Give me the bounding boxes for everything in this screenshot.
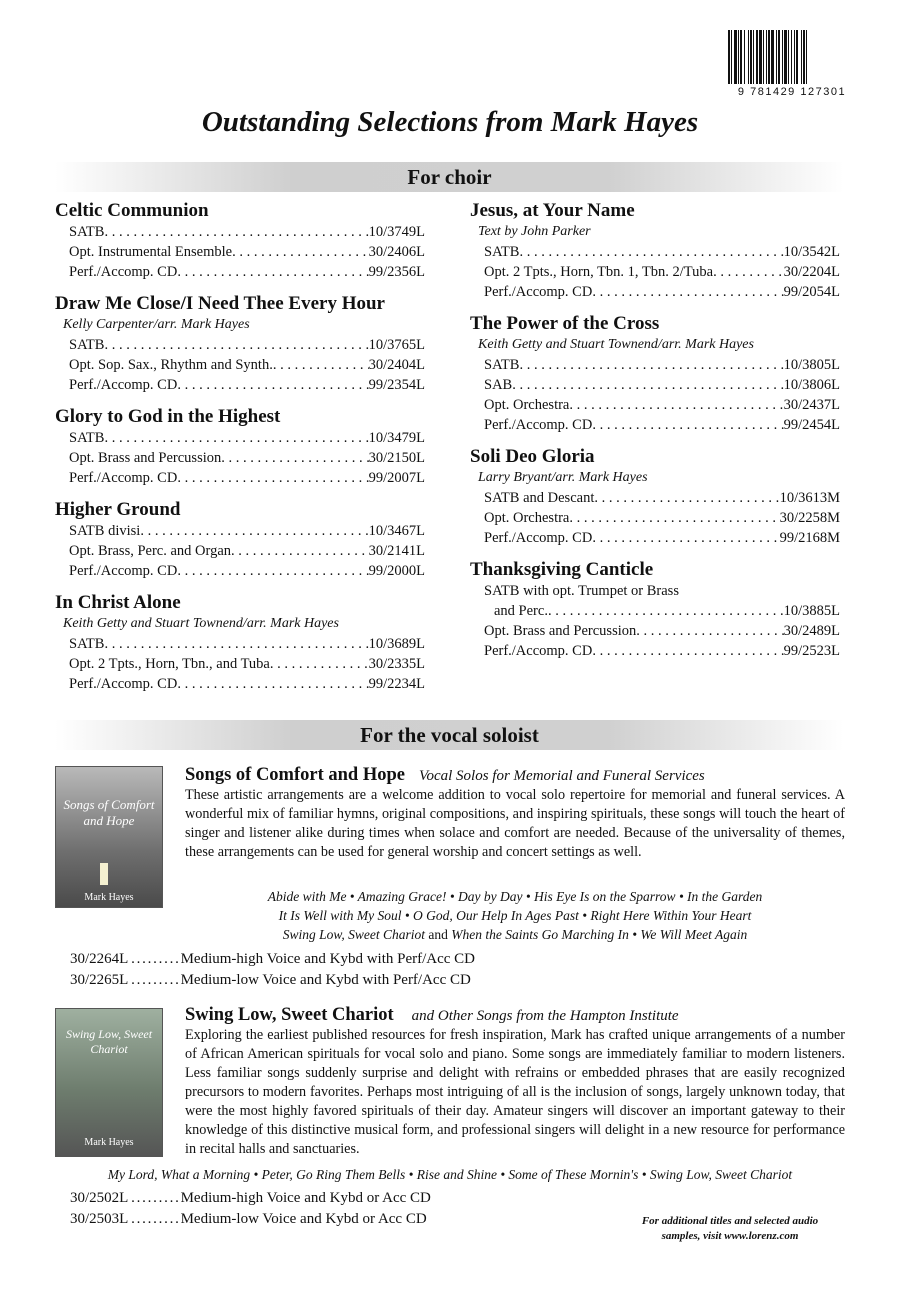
- edition-code: 30/2141L: [368, 543, 425, 559]
- edition-row: [55, 674, 425, 694]
- edition-label: Perf./Accomp. CD: [484, 417, 593, 433]
- edition-code: 99/2000L: [368, 563, 425, 579]
- edition-label: SATB: [69, 430, 105, 446]
- edition-label: Opt. Brass and Percussion: [69, 450, 222, 466]
- order-row: [70, 970, 475, 991]
- dot-leader: [519, 242, 783, 262]
- edition-label: Opt. 2 Tpts., Horn, Tbn. 1, Tbn. 2/Tuba: [484, 264, 714, 280]
- cover-author: Mark Hayes: [84, 892, 134, 903]
- edition-code: 30/2489L: [783, 623, 840, 639]
- dot-leader: [177, 674, 368, 694]
- edition-code: 10/3806L: [783, 377, 840, 393]
- dot-leader: [569, 395, 783, 415]
- edition-code: 99/2054L: [783, 284, 840, 300]
- song-title: Higher Ground: [55, 499, 181, 520]
- edition-row: [55, 335, 425, 355]
- edition-row: [55, 521, 425, 541]
- song-entry: [55, 293, 425, 395]
- edition-row: [55, 428, 425, 448]
- dot-leader: [177, 375, 368, 395]
- solo-subtitle: Vocal Solos for Memorial and Funeral Services: [418, 768, 705, 784]
- edition-row: [55, 541, 425, 561]
- dot-leader: [592, 528, 779, 548]
- dot-leader: [177, 468, 368, 488]
- song-list-item: Swing Low, Sweet Chariot: [282, 927, 426, 942]
- edition-label: Opt. Sop. Sax., Rhythm and Synth.: [69, 357, 273, 373]
- edition-row: [470, 375, 840, 395]
- dot-leader: [273, 355, 369, 375]
- song-list-line: Abide with Me • Amazing Grace! • Day by Day • His Eye Is on the Sparrow • In the Garden: [267, 889, 763, 904]
- song-entry: [470, 313, 840, 435]
- edition-row: [470, 262, 840, 282]
- edition-code: 10/3542L: [783, 244, 840, 260]
- song-title: In Christ Alone: [55, 592, 181, 613]
- order-description: Medium-low Voice and Kybd or Acc CD: [180, 1211, 427, 1227]
- edition-row: [55, 468, 425, 488]
- cover-image-songs-of-comfort: [55, 766, 163, 908]
- song-entry: [55, 200, 425, 282]
- section-title-soloist: For the vocal soloist: [360, 723, 539, 747]
- edition-label: Opt. Brass, Perc. and Organ: [69, 543, 232, 559]
- edition-label: SATB divisi: [69, 523, 141, 539]
- dot-leader: [104, 428, 368, 448]
- cover-title: Swing Low, Sweet Chariot: [65, 1027, 153, 1056]
- solo-song-list: [185, 887, 845, 944]
- edition-label: SATB: [69, 636, 105, 652]
- barcode-number: 9 781429 127301: [737, 86, 847, 98]
- song-entry: [470, 559, 840, 661]
- solo-product-1: [185, 765, 845, 862]
- song-list-conj: and: [425, 927, 452, 942]
- order-list: [70, 949, 475, 991]
- edition-label: Perf./Accomp. CD: [69, 563, 178, 579]
- edition-row: [470, 242, 840, 262]
- edition-code: 10/3749L: [368, 224, 425, 240]
- edition-row: [470, 508, 840, 528]
- edition-label: SATB: [484, 357, 520, 373]
- solo-product-2: [185, 1005, 845, 1159]
- edition-code: 10/3765L: [368, 337, 425, 353]
- dot-leader: [232, 242, 369, 262]
- edition-label: Perf./Accomp. CD: [484, 284, 593, 300]
- dot-leader: [592, 641, 783, 661]
- section-band-choir: [55, 162, 844, 192]
- edition-code: 99/2356L: [368, 264, 425, 280]
- edition-row: [470, 488, 840, 508]
- edition-code: 10/3885L: [783, 603, 840, 619]
- edition-label: Perf./Accomp. CD: [69, 377, 178, 393]
- edition-label: Opt. 2 Tpts., Horn, Tbn., and Tuba: [69, 656, 270, 672]
- order-list: [70, 1188, 431, 1230]
- edition-code: 10/3467L: [368, 523, 425, 539]
- edition-code: 30/2404L: [368, 357, 425, 373]
- dot-leader: . . . . . . . . .: [128, 1190, 181, 1206]
- section-band-soloist: [55, 720, 844, 750]
- isbn-barcode: [728, 30, 856, 100]
- edition-label: SATB and Descant: [484, 490, 595, 506]
- solo-description: These artistic arrangements are a welcome addition to vocal solo repertoire for memorial and funeral services. A wonderful mix of familiar hymns, original compositions, and inspiring spirituals, these songs will touch the heart of singer and listener alike during times when solace and comfort are needed. Because of the universality of themes, these arrangements can be used for general worship and concert settings as well.: [185, 787, 845, 860]
- footer-line: For additional titles and selected audio: [641, 1215, 819, 1227]
- edition-code: 30/2437L: [783, 397, 840, 413]
- dot-leader: [592, 415, 783, 435]
- dot-leader: [636, 621, 783, 641]
- cover-image-swing-low: [55, 1008, 163, 1157]
- dot-leader: . . . . . . . . .: [128, 972, 181, 988]
- dot-leader: [231, 541, 369, 561]
- song-entry: [55, 406, 425, 488]
- edition-row: [55, 448, 425, 468]
- edition-row: [470, 601, 840, 621]
- song-title: Soli Deo Gloria: [470, 446, 595, 467]
- song-title: Celtic Communion: [55, 200, 209, 221]
- edition-row: [470, 282, 840, 302]
- song-entry: [55, 592, 425, 694]
- order-description: Medium-high Voice and Kybd or Acc CD: [180, 1190, 431, 1206]
- edition-code: 30/2258M: [779, 510, 840, 526]
- edition-row: [55, 222, 425, 242]
- dot-leader: [592, 282, 783, 302]
- song-entry: [470, 446, 840, 548]
- footer-line: samples, visit www.lorenz.com: [661, 1230, 799, 1242]
- song-title: Thanksgiving Canticle: [470, 559, 654, 580]
- song-title: Draw Me Close/I Need Thee Every Hour: [55, 293, 385, 314]
- dot-leader: [140, 521, 368, 541]
- edition-row: [470, 528, 840, 548]
- dot-leader: [519, 355, 783, 375]
- page-title: Outstanding Selections from Mark Hayes: [201, 106, 699, 138]
- edition-row: [470, 395, 840, 415]
- choir-column-right: [470, 200, 840, 672]
- song-list-line: It Is Well with My Soul • O God, Our Help In Ages Past • Right Here Within Your Heart: [278, 908, 752, 923]
- edition-label: Perf./Accomp. CD: [69, 676, 178, 692]
- cover-title: Songs of Comfort and Hope: [63, 797, 155, 828]
- edition-code: 99/2454L: [783, 417, 840, 433]
- dot-leader: [177, 262, 368, 282]
- solo-title: Swing Low, Sweet Chariot: [185, 1005, 394, 1025]
- edition-label: Opt. Orchestra: [484, 397, 570, 413]
- edition-code: 10/3479L: [368, 430, 425, 446]
- edition-label: SATB: [69, 224, 105, 240]
- edition-code: 99/2007L: [368, 470, 425, 486]
- edition-row: [55, 262, 425, 282]
- cover-author: Mark Hayes: [84, 1137, 134, 1148]
- edition-row: [470, 355, 840, 375]
- edition-label: SATB: [484, 244, 520, 260]
- edition-row: [470, 415, 840, 435]
- order-description: Medium-high Voice and Kybd with Perf/Acc CD: [180, 951, 475, 967]
- footer-note: [600, 1214, 860, 1244]
- edition-code: 30/2204L: [783, 264, 840, 280]
- dot-leader: [512, 375, 783, 395]
- edition-row-label: [470, 581, 840, 601]
- dot-leader: [569, 508, 779, 528]
- edition-code: 99/2523L: [783, 643, 840, 659]
- solo-description: Exploring the earliest published resources for fresh inspiration, Mark has crafted unique arrangements of a number of African American spirituals for vocal solo and piano. Some songs are immediately familiar to modern listeners. Less familiar songs suddenly surprise and delight with refrains or embedded phrases that are easily recognized precursors to modern favorites. Perhaps most intriguing of all is the inclusion of songs, largely unknown today, that were the most highly favored spirituals of their day. Amateur singers will discover an important gateway to their knowledge of this distinctive musical form, and professional singers will delight in a new resource for performance in recital halls and sanctuaries.: [185, 1027, 845, 1157]
- edition-label: and Perc.: [494, 603, 548, 619]
- dot-leader: . . . . . . . . .: [128, 951, 181, 967]
- edition-label: SAB: [484, 377, 513, 393]
- edition-row: [55, 634, 425, 654]
- song-entry: [470, 200, 840, 302]
- edition-code: 30/2406L: [368, 244, 425, 260]
- solo-title: Songs of Comfort and Hope: [185, 765, 405, 785]
- edition-label: Perf./Accomp. CD: [69, 470, 178, 486]
- song-title: Glory to God in the Highest: [55, 406, 281, 427]
- edition-code: 30/2335L: [368, 656, 425, 672]
- edition-label: SATB with opt. Trumpet or Brass: [484, 583, 679, 599]
- edition-row: [470, 641, 840, 661]
- edition-label: Opt. Instrumental Ensemble: [69, 244, 233, 260]
- candle-icon: [100, 863, 108, 885]
- song-entry: [55, 499, 425, 581]
- edition-label: Opt. Brass and Percussion: [484, 623, 637, 639]
- order-code: 30/2264L: [70, 951, 129, 967]
- solo-song-list: My Lord, What a Morning • Peter, Go Ring Them Bells • Rise and Shine • Some of These Mornin's • Swing Low, Sweet Chariot: [107, 1167, 793, 1182]
- order-row: [70, 949, 475, 970]
- dot-leader: [177, 561, 368, 581]
- barcode-bars: [728, 30, 856, 84]
- dot-leader: [713, 262, 784, 282]
- edition-code: 10/3805L: [783, 357, 840, 373]
- edition-code: 99/2234L: [368, 676, 425, 692]
- dot-leader: [548, 601, 784, 621]
- edition-row: [55, 242, 425, 262]
- order-row: [70, 1209, 431, 1230]
- song-title: The Power of the Cross: [470, 313, 660, 334]
- edition-row: [55, 375, 425, 395]
- edition-label: Perf./Accomp. CD: [69, 264, 178, 280]
- barcode-bar: [807, 30, 809, 84]
- song-title: Jesus, at Your Name: [470, 200, 635, 221]
- dot-leader: [104, 335, 368, 355]
- edition-label: SATB: [69, 337, 105, 353]
- order-code: 30/2265L: [70, 972, 129, 988]
- edition-row: [55, 561, 425, 581]
- edition-code: 99/2354L: [368, 377, 425, 393]
- edition-label: Perf./Accomp. CD: [484, 643, 593, 659]
- song-credit: Kelly Carpenter/arr. Mark Hayes: [63, 317, 250, 332]
- order-code: 30/2503L: [70, 1211, 129, 1227]
- edition-code: 30/2150L: [368, 450, 425, 466]
- dot-leader: . . . . . . . . .: [128, 1211, 181, 1227]
- dot-leader: [104, 634, 368, 654]
- dot-leader: [594, 488, 779, 508]
- song-list-item: When the Saints Go Marching In • We Will Meet Again: [451, 927, 748, 942]
- song-credit: Text by John Parker: [478, 224, 591, 239]
- dot-leader: [221, 448, 368, 468]
- edition-code: 99/2168M: [779, 530, 840, 546]
- edition-row: [55, 355, 425, 375]
- order-code: 30/2502L: [70, 1190, 129, 1206]
- song-credit: Larry Bryant/arr. Mark Hayes: [478, 470, 648, 485]
- song-credit: Keith Getty and Stuart Townend/arr. Mark Hayes: [63, 616, 339, 631]
- solo-subtitle: and Other Songs from the Hampton Institute: [411, 1008, 679, 1024]
- order-row: [70, 1188, 431, 1209]
- choir-column-left: [55, 200, 425, 705]
- dot-leader: [270, 654, 369, 674]
- edition-row: [470, 621, 840, 641]
- order-description: Medium-low Voice and Kybd with Perf/Acc CD: [180, 972, 471, 988]
- dot-leader: [104, 222, 368, 242]
- edition-code: 10/3689L: [368, 636, 425, 652]
- edition-label: Perf./Accomp. CD: [484, 530, 593, 546]
- section-title-choir: For choir: [407, 165, 492, 189]
- edition-code: 10/3613M: [779, 490, 840, 506]
- edition-row: [55, 654, 425, 674]
- song-credit: Keith Getty and Stuart Townend/arr. Mark Hayes: [478, 337, 754, 352]
- edition-label: Opt. Orchestra: [484, 510, 570, 526]
